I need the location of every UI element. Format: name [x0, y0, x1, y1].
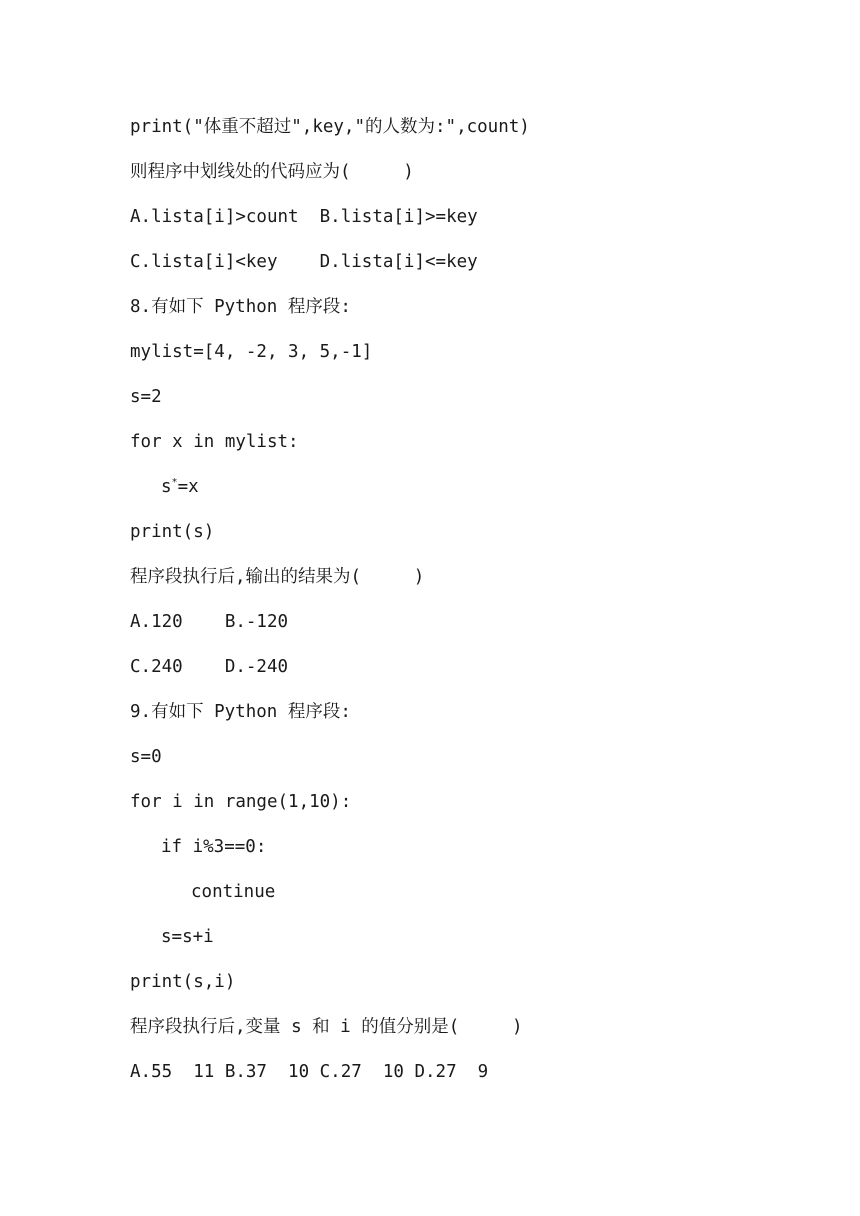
- code-eq-x: =x: [177, 477, 199, 497]
- code-continue: continue: [191, 882, 276, 902]
- question-8-options-ab: A.120 B.-120: [130, 612, 289, 632]
- code-s-var: s: [161, 477, 172, 497]
- code-print-s: print(s): [130, 522, 215, 542]
- code-mylist: mylist=[4, -2, 3, 5,-1]: [130, 342, 373, 362]
- code-s-add: s=s+i: [161, 927, 214, 947]
- code-star-sup: *: [171, 477, 178, 488]
- question-8-options-cd: C.240 D.-240: [130, 657, 289, 677]
- question-9-options: A.55 11 B.37 10 C.27 10 D.27 9: [130, 1062, 489, 1082]
- question-8-title: 8.有如下 Python 程序段:: [130, 297, 351, 317]
- code-print-s-i: print(s,i): [130, 972, 236, 992]
- code-s-multiply: [161, 474, 199, 500]
- code-for-loop: for x in mylist:: [130, 432, 299, 452]
- question-8-prompt: 程序段执行后,输出的结果为( ): [130, 567, 425, 587]
- code-if-mod: if i%3==0:: [161, 837, 267, 857]
- code-for-range: for i in range(1,10):: [130, 792, 352, 812]
- question-7-options-ab: A.lista[i]>count B.lista[i]>=key: [130, 207, 478, 227]
- code-s-init: s=2: [130, 387, 162, 407]
- code-s-zero: s=0: [130, 747, 162, 767]
- question-9-prompt: 程序段执行后,变量 s 和 i 的值分别是( ): [130, 1017, 523, 1037]
- code-print-count: print("体重不超过",key,"的人数为:",count): [130, 117, 530, 137]
- question-7-options-cd: C.lista[i]<key D.lista[i]<=key: [130, 252, 478, 272]
- question-9-title: 9.有如下 Python 程序段:: [130, 702, 351, 722]
- question-7-prompt: 则程序中划线处的代码应为( ): [130, 162, 414, 182]
